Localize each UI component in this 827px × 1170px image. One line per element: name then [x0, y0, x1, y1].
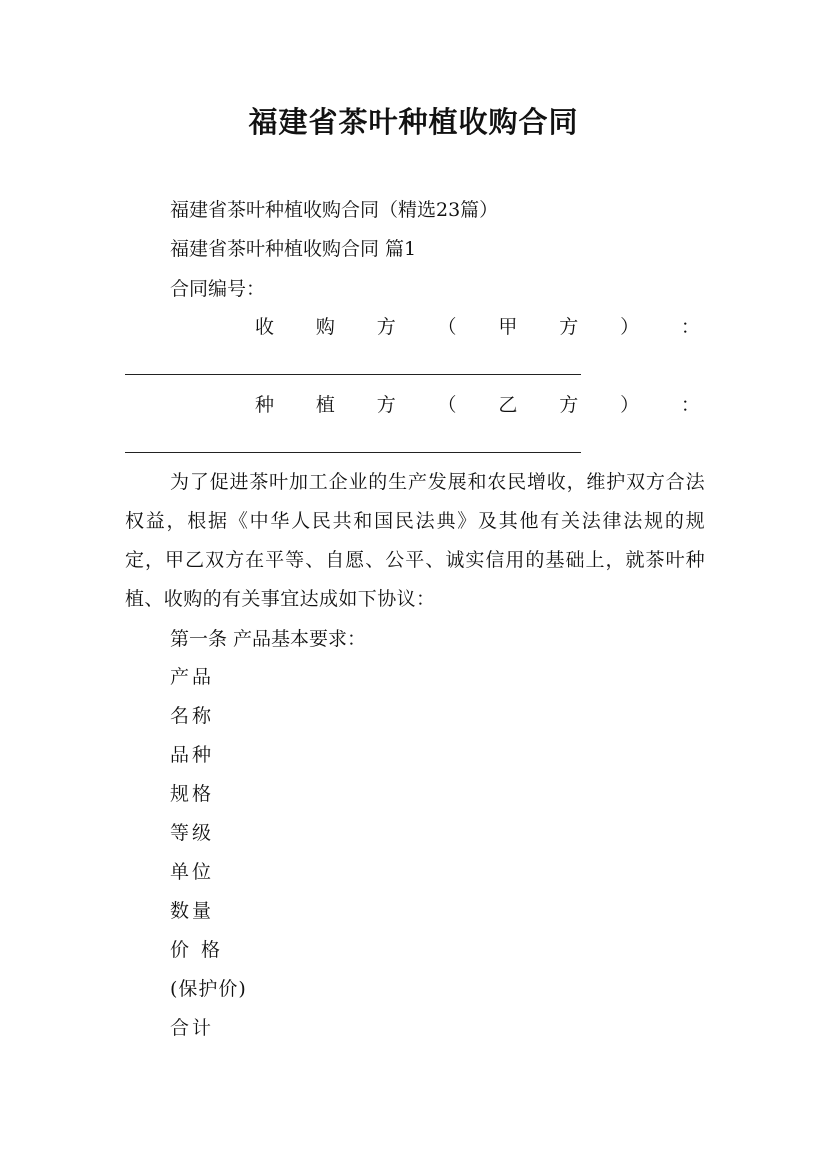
buyer-char: 购 — [315, 316, 335, 338]
buyer-char: ： — [680, 316, 700, 338]
table-item: 品种 — [170, 744, 215, 766]
table-item: 产品 — [170, 666, 215, 688]
grower-party-label — [255, 391, 700, 419]
buyer-char: 方 — [376, 316, 396, 338]
buyer-char: 甲 — [498, 316, 518, 338]
table-item: 价 格 — [170, 939, 224, 961]
article-1-heading: 第一条 产品基本要求： — [170, 628, 367, 650]
grower-char: 方 — [559, 394, 579, 416]
table-item: 等级 — [170, 822, 215, 844]
table-item: 规格 — [170, 783, 215, 805]
table-item: 数量 — [170, 900, 215, 922]
subtitle-line: 福建省茶叶种植收购合同（精选23篇） — [170, 199, 499, 221]
grower-char: 乙 — [498, 394, 518, 416]
buyer-party-label — [255, 313, 700, 341]
document-title: 福建省茶叶种植收购合同 — [248, 105, 579, 139]
table-item: 名称 — [170, 705, 215, 727]
grower-char: 方 — [376, 394, 396, 416]
buyer-char: 收 — [255, 316, 275, 338]
grower-char: ） — [620, 394, 640, 416]
intro-paragraph: 为了促进茶叶加工企业的生产发展和农民增收，维护双方合法权益，根据《中华人民共和国民法典》及其他有关法律法规的规定，甲乙双方在平等、自愿、公平、诚实信用的基础上，就茶叶种植、收购的有关事宜达成如下协议： — [125, 471, 705, 610]
buyer-char: （ — [437, 316, 457, 338]
section-heading: 福建省茶叶种植收购合同 篇1 — [170, 238, 417, 260]
table-item: 单位 — [170, 861, 215, 883]
grower-char: （ — [437, 394, 457, 416]
buyer-char: 方 — [559, 316, 579, 338]
table-item: 合计 — [170, 1017, 215, 1039]
grower-char: ： — [680, 394, 700, 416]
grower-char: 植 — [315, 394, 335, 416]
buyer-name-blank — [125, 374, 581, 375]
table-item: (保护价) — [170, 978, 247, 1000]
buyer-char: ） — [620, 316, 640, 338]
grower-name-blank — [125, 452, 581, 453]
contract-number-label: 合同编号： — [170, 278, 266, 300]
grower-char: 种 — [255, 394, 275, 416]
